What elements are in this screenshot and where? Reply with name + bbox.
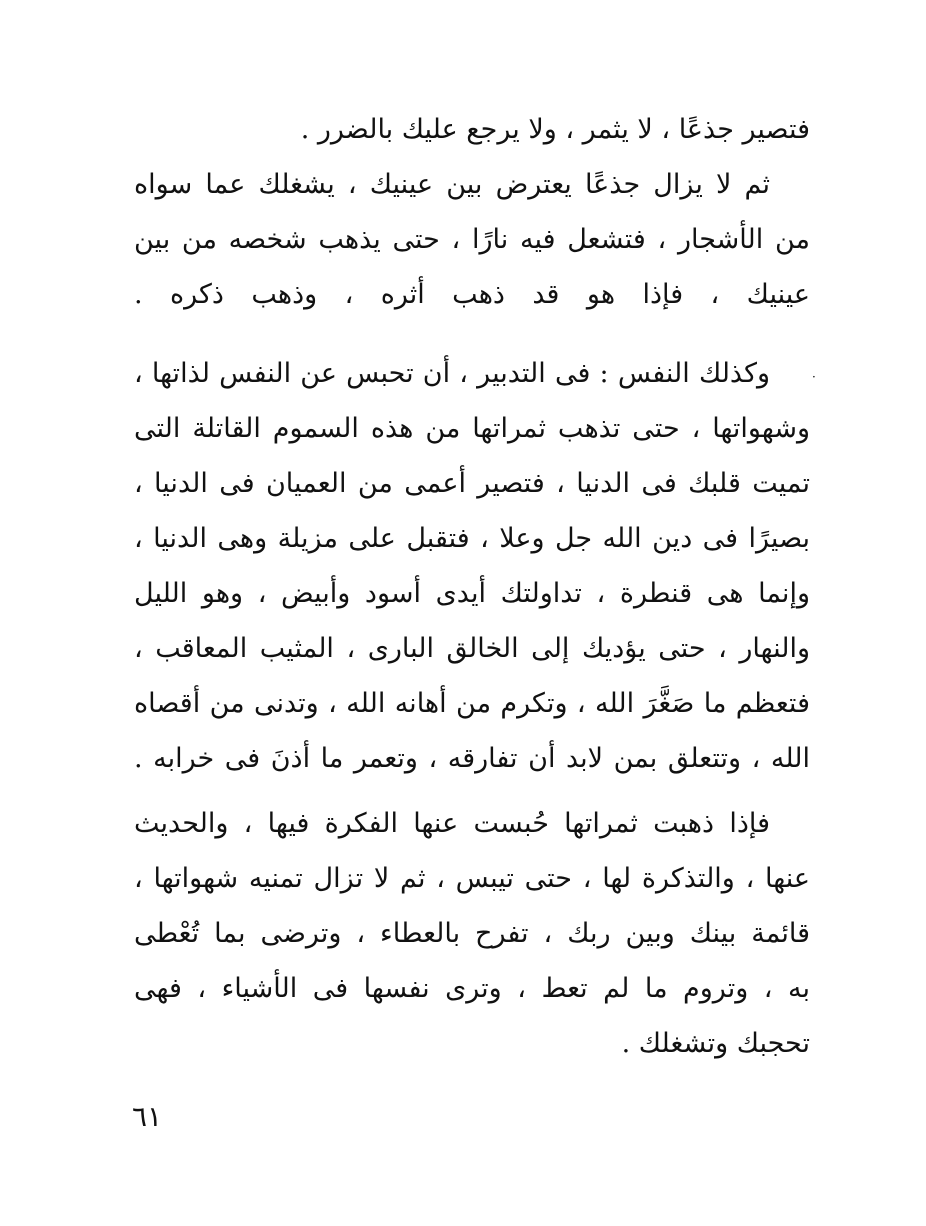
text-line: عنها ، والتذكرة لها ، حتى تيبس ، ثم لا تزال تمنيه شهواتها ، bbox=[134, 863, 810, 894]
text-line: قائمة بينك وبين ربك ، تفرح بالعطاء ، وترضى بما تُعْطى bbox=[134, 918, 810, 949]
text-line: وشهواتها ، حتى تذهب ثمراتها من هذه السموم القاتلة التى bbox=[134, 413, 810, 444]
text-line: فإذا ذهبت ثمراتها حُبست عنها الفكرة فيها ، والحديث bbox=[134, 808, 770, 839]
text-line: فتصير جذعًا ، لا يثمر ، ولا يرجع عليك بالضرر . bbox=[300, 114, 810, 145]
text-line: به ، وتروم ما لم تعط ، وترى نفسها فى الأشياء ، فهى bbox=[134, 973, 810, 1004]
text-line: وإنما هى قنطرة ، تداولتك أيدى أسود وأبيض ، وهو الليل bbox=[134, 578, 810, 609]
text-line: وكذلك النفس : فى التدبير ، أن تحبس عن النفس لذاتها ، bbox=[134, 358, 770, 389]
text-line: تحجبك وتشغلك . bbox=[621, 1028, 810, 1059]
text-line: عينيك ، فإذا هو قد ذهب أثره ، وذهب ذكره . bbox=[134, 279, 810, 310]
text-line: فتعظم ما صَغَّرَ الله ، وتكرم من أهانه الله ، وتدنى من أقصاه bbox=[134, 688, 810, 719]
paragraph-3 bbox=[134, 796, 810, 1071]
text-line: ثم لا يزال جذعًا يعترض بين عينيك ، يشغلك عما سواه bbox=[134, 169, 770, 200]
text-line: من الأشجار ، فتشعل فيه نارًا ، حتى يذهب شخصه من بين bbox=[134, 224, 810, 255]
page-number: ٦١ bbox=[132, 1100, 163, 1133]
text-line: بصيرًا فى دين الله جل وعلا ، فتقبل على مزيلة وهى الدنيا ، bbox=[134, 523, 810, 554]
text-line: تميت قلبك فى الدنيا ، فتصير أعمى من العميان فى الدنيا ، bbox=[134, 468, 810, 499]
margin-mark: · bbox=[812, 370, 816, 384]
paragraph-2 bbox=[134, 346, 810, 786]
paragraph-1 bbox=[134, 102, 810, 322]
text-line: الله ، وتتعلق بمن لابد أن تفارقه ، وتعمر ما أذنَ فى خرابه . bbox=[134, 743, 810, 774]
text-line: والنهار ، حتى يؤديك إلى الخالق البارى ، المثيب المعاقب ، bbox=[134, 633, 810, 664]
